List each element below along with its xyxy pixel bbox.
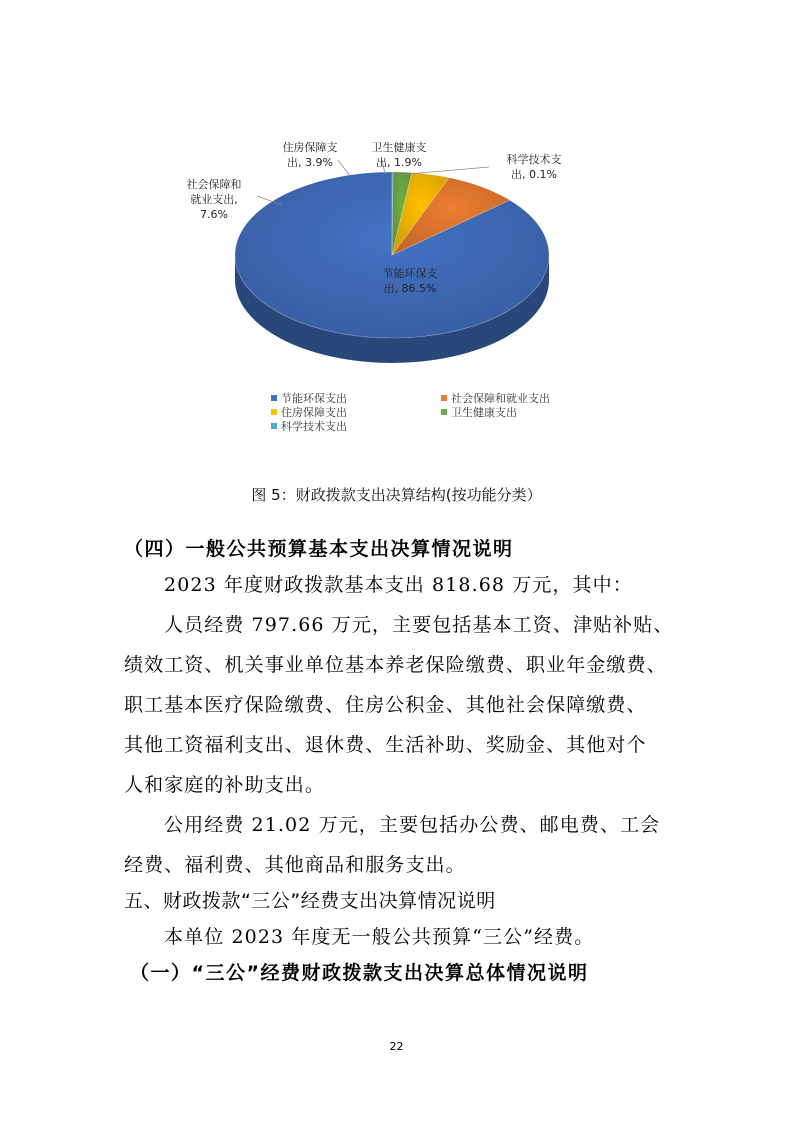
data-label-social-security: 社会保障和就业支出, 7.6% xyxy=(186,178,242,221)
legend-label-energy-environment: 节能环保支出 xyxy=(281,392,347,405)
section-5-heading: 五、财政拨款“三公”经费支出决算情况说明 xyxy=(124,890,496,912)
personnel-expense-line-2: 绩效工资、机关事业单位基本养老保险缴费、职业年金缴费、 xyxy=(124,654,667,676)
paragraph-basic-expenditure: 2023 年度财政拨款基本支出 818.68 万元，其中： xyxy=(164,574,633,596)
figure-caption: 图 5：财政拨款支出决算结构(按功能分类） xyxy=(251,486,542,504)
pie-slices xyxy=(235,172,549,338)
data-label-energy-environment: 节能环保支出, 86.5% xyxy=(382,267,438,295)
legend-label-housing: 住房保障支出 xyxy=(281,406,347,419)
paragraph-three-public: 本单位 2023 年度无一般公共预算“三公”经费。 xyxy=(164,926,595,948)
personnel-expense-line-3: 职工基本医疗保险缴费、住房公积金、其他社会保障缴费、 xyxy=(124,694,647,716)
legend-swatch-health xyxy=(441,409,447,415)
legend-label-social-security: 社会保障和就业支出 xyxy=(451,392,550,405)
legend-label-science-tech: 科学技术支出 xyxy=(281,420,347,433)
personnel-expense-line-1: 人员经费 797.66 万元，主要包括基本工资、津贴补贴、 xyxy=(164,614,674,636)
legend-label-health: 卫生健康支出 xyxy=(451,406,517,419)
public-expense-line-2: 经费、福利费、其他商品和服务支出。 xyxy=(124,854,466,876)
leader-line-housing xyxy=(338,160,350,176)
legend-swatch-science-tech xyxy=(271,423,277,429)
chart-legend xyxy=(271,391,550,433)
subsection-1-heading: （一）“三公”经费财政拨款支出决算总体情况说明 xyxy=(130,962,589,984)
page-number: 22 xyxy=(389,1040,404,1053)
section-4-heading: （四）一般公共预算基本支出决算情况说明 xyxy=(124,538,514,560)
legend-swatch-energy-environment xyxy=(271,395,277,401)
personnel-expense-line-5: 人和家庭的补助支出。 xyxy=(124,774,326,796)
personnel-expense-line-4: 其他工资福利支出、退休费、生活补助、奖励金、其他对个 xyxy=(124,734,647,756)
legend-swatch-social-security xyxy=(441,395,447,401)
legend-swatch-housing xyxy=(271,409,277,415)
pie-chart xyxy=(0,0,793,470)
public-expense-line-1: 公用经费 21.02 万元，主要包括办公费、邮电费、工会 xyxy=(164,814,661,836)
data-label-health: 卫生健康支出, 1.9% xyxy=(371,141,427,169)
data-label-housing: 住房保障支出, 3.9% xyxy=(282,141,338,169)
data-label-science-tech: 科学技术支出, 0.1% xyxy=(506,153,562,181)
